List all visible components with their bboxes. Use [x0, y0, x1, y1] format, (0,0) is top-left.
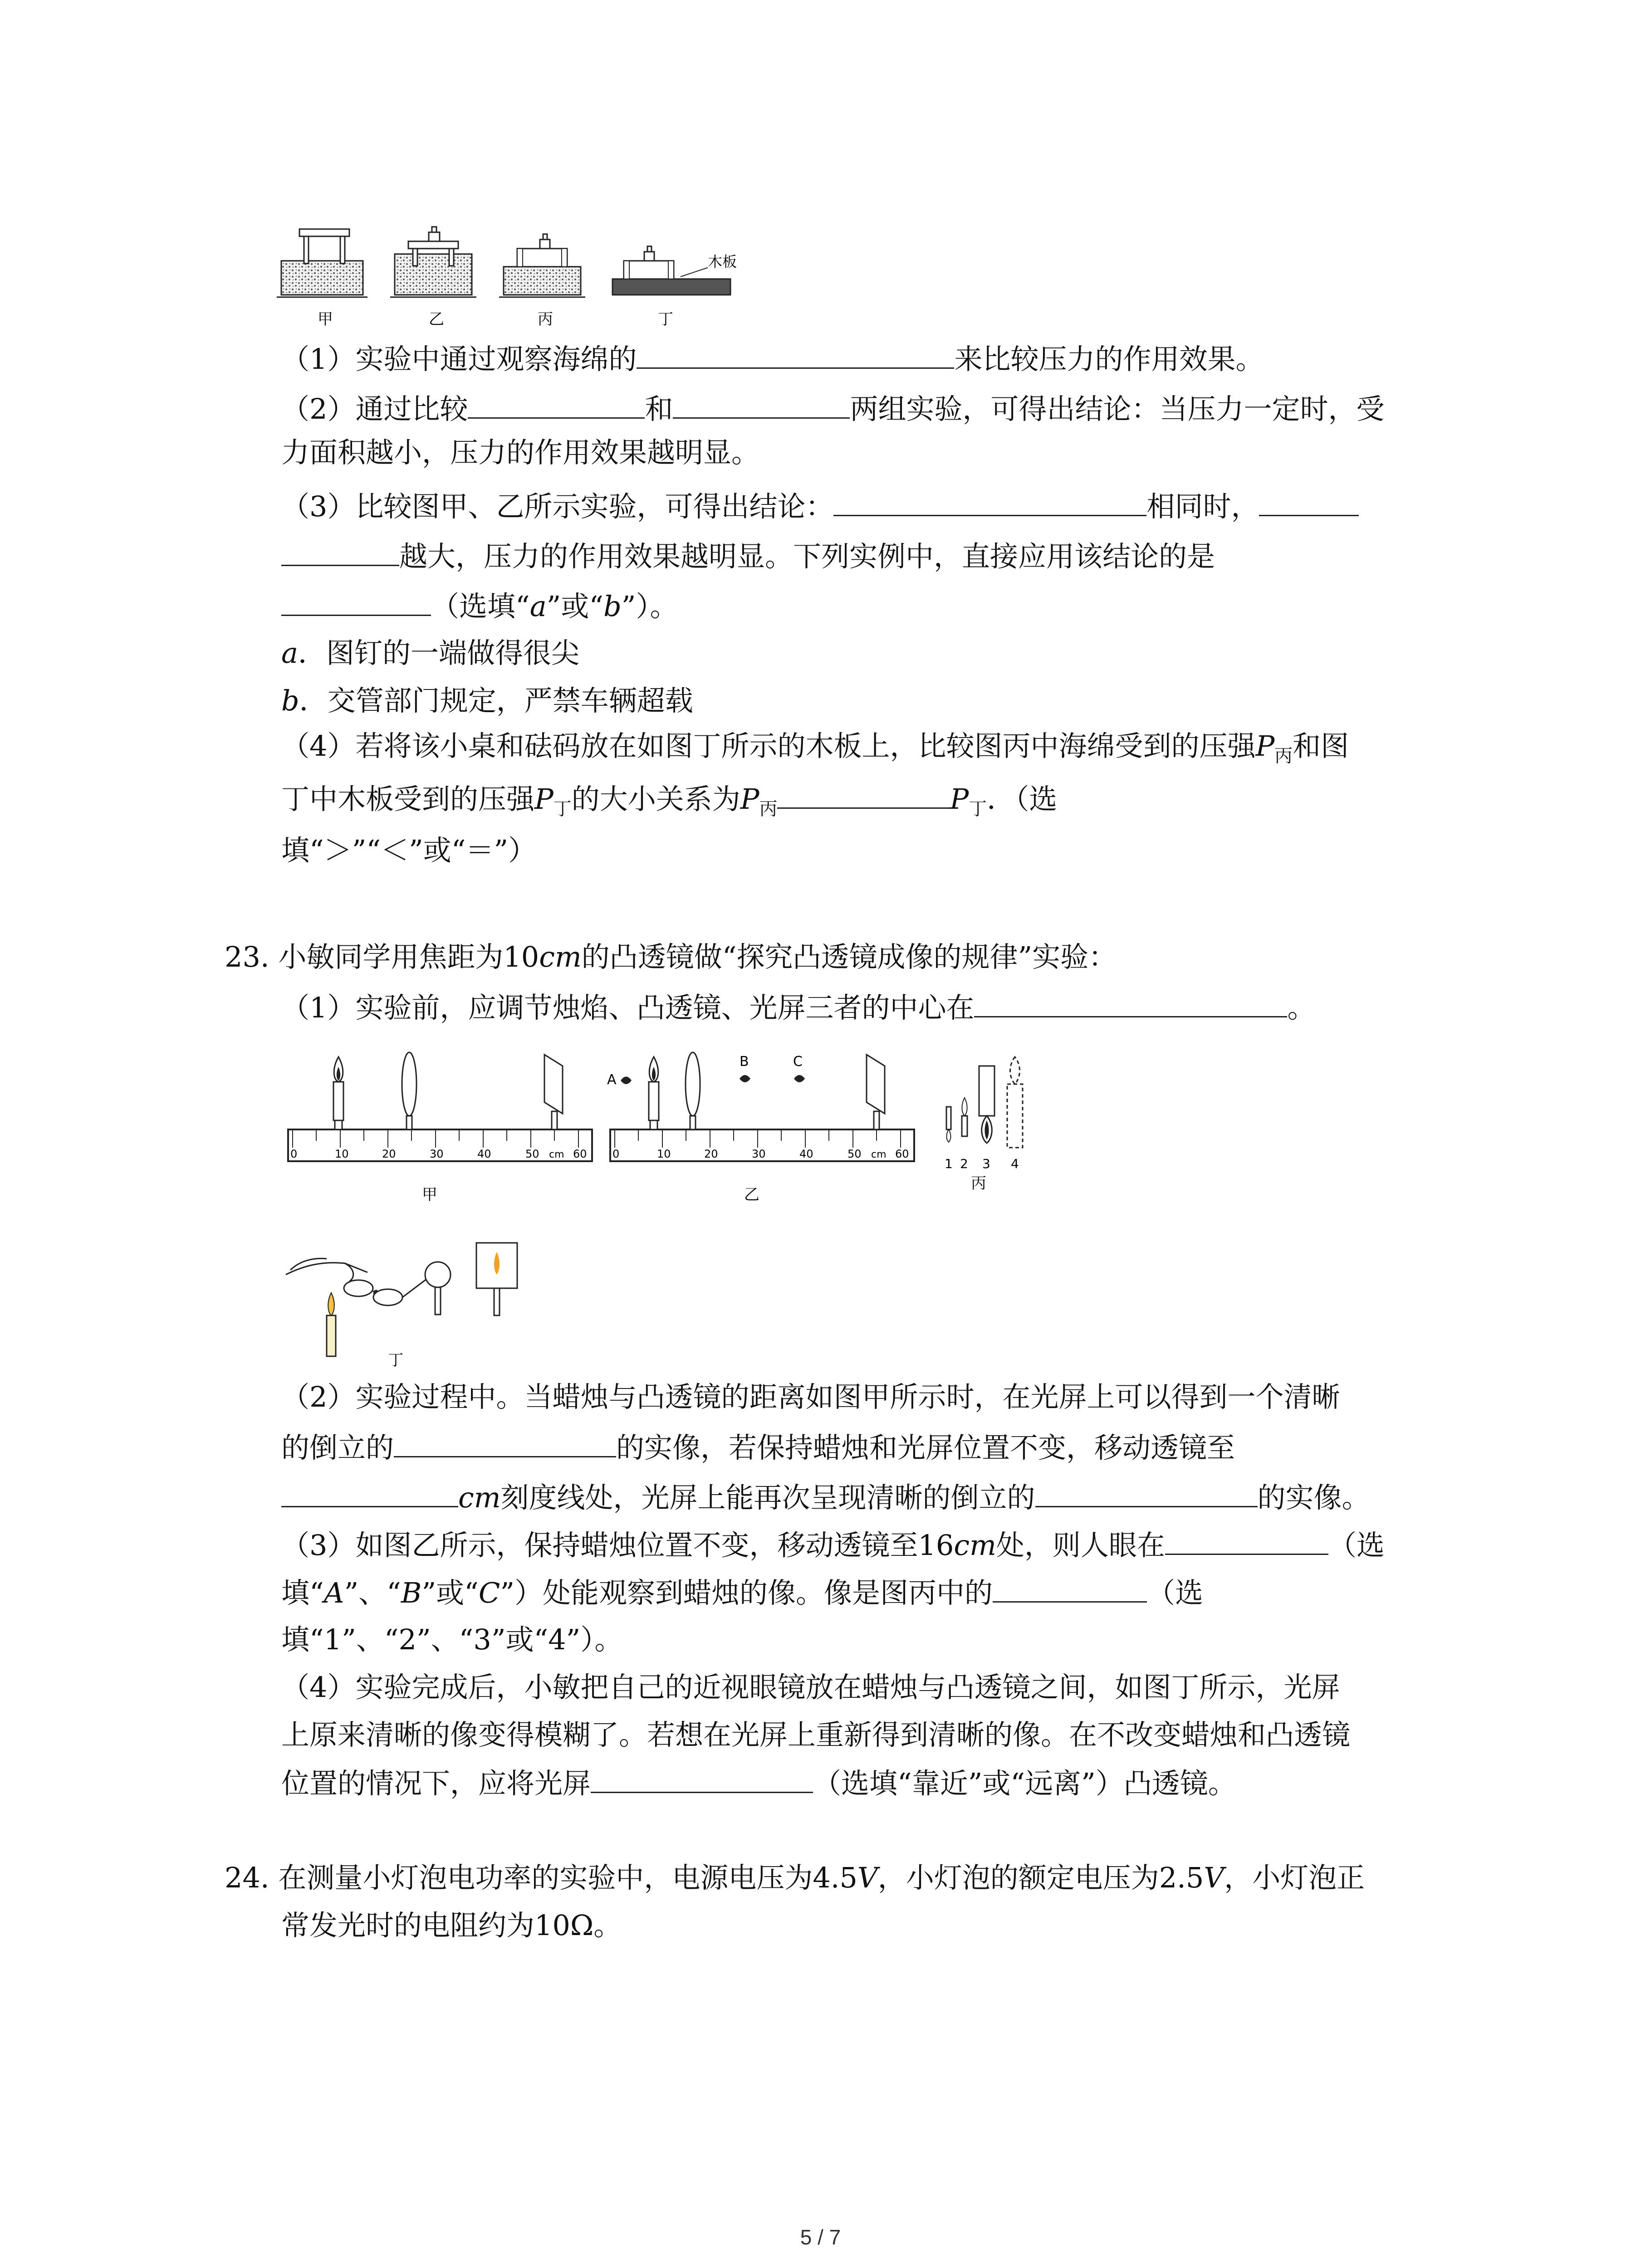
svg-text:cm: cm	[871, 1149, 887, 1160]
svg-text:60: 60	[895, 1148, 909, 1160]
q22-part3-choice: （选填“a”或“b”）。	[281, 587, 678, 625]
q23-part2-cont2: cm刻度线处，光屏上能再次呈现清晰的倒立的 的实像。	[281, 1479, 1370, 1516]
setup-ding	[612, 246, 737, 295]
svg-text:20: 20	[704, 1148, 718, 1160]
svg-text:50: 50	[847, 1148, 862, 1160]
optics-bench-yi	[603, 1039, 930, 1211]
q23-part4-cont: 上原来清晰的像变得模糊了。若想在光屏上重新得到清晰的像。在不改变蜡烛和凸透镜	[281, 1718, 1351, 1751]
setup-bing	[499, 234, 585, 297]
q24-stem-cont: 常发光时的电阻约为10Ω。	[281, 1909, 622, 1942]
svg-text:10: 10	[335, 1148, 349, 1160]
fig-jia-label: 甲	[422, 1186, 437, 1204]
q22-part4-cont: 丁中木板受到的压强$P_丁$的大小关系为$P_丙$ $P_丁$．（选	[281, 780, 1057, 827]
blank[interactable]	[974, 989, 1287, 1017]
svg-text:4: 4	[1011, 1156, 1019, 1171]
svg-text:50: 50	[525, 1148, 539, 1160]
blank[interactable]	[281, 1479, 458, 1507]
eye-label-a: A	[607, 1072, 617, 1088]
blank[interactable]	[468, 390, 645, 419]
q22-option-b: b．交管部门规定，严禁车辆超载	[281, 684, 693, 717]
fig1-label-jia: 甲	[318, 310, 333, 328]
fig1-label-ding: 丁	[658, 310, 673, 328]
q22-part3-cont: 越大，压力的作用效果越明显。下列实例中，直接应用该结论的是	[281, 538, 1215, 575]
q22-option-a: a．图钉的一端做得很尖	[281, 636, 579, 670]
q23-part1: （1）实验前，应调节烛焰、凸透镜、光屏三者的中心在 。	[281, 989, 1315, 1026]
fig-bing-label: 丙	[971, 1174, 986, 1193]
blank[interactable]	[1035, 1479, 1258, 1507]
setup-jia	[277, 229, 367, 297]
q23-part3-choice: 填“1”、“2”、“3”或“4”）。	[281, 1623, 623, 1656]
blank[interactable]	[1259, 488, 1359, 516]
q23-part2: （2）实验过程中。当蜡烛与凸透镜的距离如图甲所示时，在光屏上可以得到一个清晰	[281, 1380, 1340, 1413]
fig-ding-label: 丁	[388, 1351, 403, 1369]
svg-text:3: 3	[982, 1156, 990, 1171]
fig1-label-bing: 丙	[538, 310, 553, 328]
svg-text:cm: cm	[549, 1149, 564, 1160]
svg-text:30: 30	[752, 1148, 766, 1160]
q23-part2-cont: 的倒立的 的实像，若保持蜡烛和光屏位置不变，移动透镜至	[281, 1429, 1235, 1466]
blank[interactable]	[993, 1574, 1147, 1603]
svg-text:0: 0	[290, 1148, 298, 1160]
svg-text:10: 10	[657, 1148, 671, 1160]
q23-stem: 23. 小敏同学用焦距为10cm的凸透镜做“探究凸透镜成像的规律”实验：	[225, 940, 1117, 973]
svg-text:40: 40	[477, 1148, 491, 1160]
pressure-experiment-figure	[272, 218, 762, 336]
fig1-label-yi: 乙	[429, 310, 444, 328]
q23-part4-cont2: 位置的情况下，应将光屏 （选填“靠近”或“远离”）凸透镜。	[281, 1765, 1236, 1802]
blank[interactable]	[394, 1429, 616, 1457]
page-number: 5 / 7	[800, 2225, 841, 2249]
q24-stem: 24. 在测量小灯泡电功率的实验中，电源电压为4.5V，小灯泡的额定电压为2.5V，小灯泡正	[225, 1861, 1365, 1894]
q22-part4-choice: 填“＞”“＜”或“＝”）	[281, 834, 537, 867]
blank[interactable]	[637, 340, 954, 369]
board-label: 木板	[708, 253, 737, 270]
eye-label-c: C	[793, 1054, 803, 1070]
glasses-figure-ding	[277, 1225, 531, 1370]
blank[interactable]	[833, 488, 1146, 516]
svg-text:40: 40	[799, 1148, 813, 1160]
q23-part3: （3）如图乙所示，保持蜡烛位置不变，移动透镜至16cm处，则人眼在 （选	[281, 1526, 1385, 1564]
q22-part2-cont: 力面积越小，压力的作用效果越明显。	[281, 436, 760, 469]
svg-text:0: 0	[612, 1148, 620, 1160]
svg-text:1: 1	[945, 1156, 953, 1171]
setup-yi	[390, 227, 476, 297]
q23-part4: （4）实验完成后，小敏把自己的近视眼镜放在蜡烛与凸透镜之间，如图丁所示，光屏	[281, 1671, 1340, 1704]
q22-part3: （3）比较图甲、乙所示实验，可得出结论： 相同时，	[281, 488, 1359, 525]
q22-part4: （4）若将该小桌和砝码放在如图丁所示的木板上，比较图丙中海绵受到的压强$P_丙$和图	[281, 729, 1349, 767]
blank[interactable]	[1165, 1526, 1328, 1555]
eye-label-b: B	[740, 1054, 749, 1070]
blank[interactable]	[591, 1765, 813, 1793]
optics-bench-jia	[281, 1039, 599, 1211]
q22-part2: （2）通过比较 和 两组实验，可得出结论：当压力一定时，受	[281, 390, 1384, 427]
blank[interactable]	[281, 538, 399, 566]
svg-text:20: 20	[382, 1148, 396, 1160]
blank[interactable]	[673, 390, 850, 419]
q22-part1: （1）实验中通过观察海绵的 来比较压力的作用效果。	[281, 340, 1264, 377]
fig-yi-label: 乙	[744, 1186, 759, 1204]
svg-text:2: 2	[960, 1156, 968, 1171]
image-choices-bing	[935, 1052, 1071, 1207]
blank[interactable]	[281, 587, 431, 616]
q23-part3-cont: 填“A”、“B”或“C”）处能观察到蜡烛的像。像是图丙中的 （选	[281, 1574, 1203, 1611]
svg-text:30: 30	[430, 1148, 444, 1160]
blank[interactable]	[777, 780, 950, 809]
svg-text:60: 60	[573, 1148, 587, 1160]
